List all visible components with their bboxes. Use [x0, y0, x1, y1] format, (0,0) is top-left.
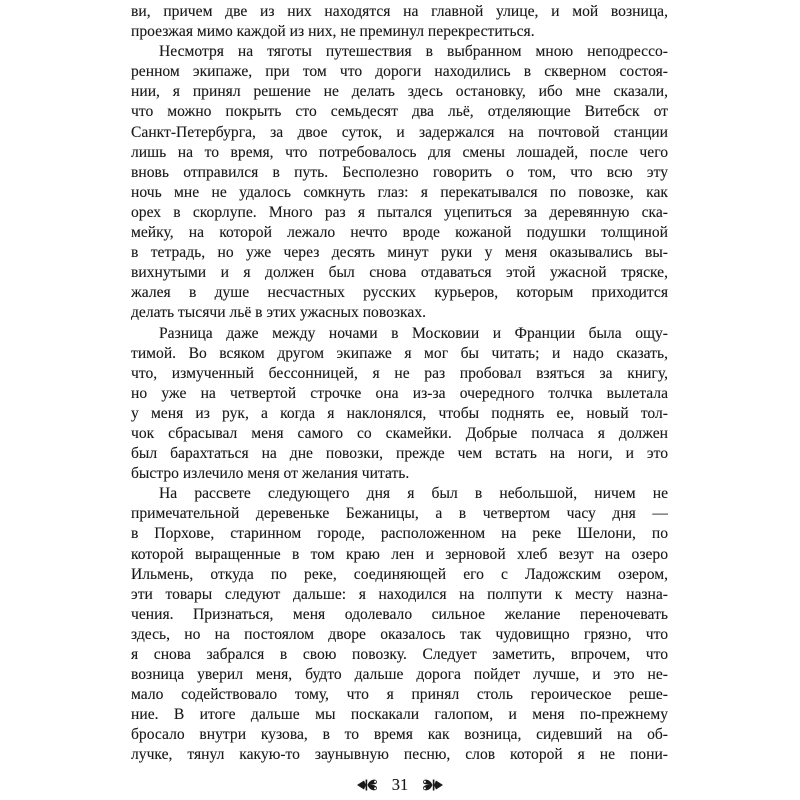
text-line: ночь мне не удалось сомкнуть глаз: я перекатывался по повозке, как [131, 183, 668, 201]
text-line: делать тысячи льё в этих ужасных повозках. [131, 304, 427, 322]
text-line: примечательной деревеньке Бежаницы, а в четвертом часу дня — [131, 505, 668, 523]
text-line: возница уверил меня, будто дальше дорога пойдет лучше, и это не- [131, 666, 668, 684]
text-line: жалея в душе несчастных русских курьеров, которым приходится [131, 284, 668, 302]
fleuron-left-icon [357, 777, 381, 793]
text-line: что, измученный бессонницей, я не раз пробовал взяться за книгу, [131, 364, 668, 382]
text-line: орех в скорлупе. Много раз я пытался уцепиться за деревянную ска- [131, 203, 668, 221]
text-line: Разница даже между ночами в Московии и Франции была ощу- [159, 324, 668, 342]
text-line: Ильмень, откуда по реке, соединяющей его с Ладожским озером, [131, 565, 668, 583]
text-line: у меня из рук, а когда я наклонялся, чтобы поднять ее, новый тол- [131, 404, 668, 422]
text-line: лишь на то время, что потребовалось для смены лошадей, после чего [131, 143, 668, 161]
text-line: в Порхове, старинном городе, расположенном на реке Шелони, по [131, 525, 668, 543]
text-line: ренном экипаже, при том что дороги находились в скверном состоя- [131, 63, 668, 81]
text-line: что можно покрыть сто семьдесят два льё, отделяющие Витебск от [131, 103, 668, 121]
text-line: вихнутыми и я должен был снова отдаваться этой ужасной тряске, [131, 264, 668, 282]
text-line: ние. В итоге дальше мы поскакали галопом, и меня по-прежнему [131, 706, 668, 724]
text-line: эти товары следуют дальше: я находился на полпути к месту назна- [131, 585, 668, 603]
text-line: чения. Признаться, меня одолевало сильное желание переночевать [131, 605, 668, 623]
text-line: но уже на четвертой строчке она из-за очередного толчка вылетала [131, 384, 668, 402]
page-text [131, 2, 668, 766]
text-line: вновь отправился в путь. Бесполезно говорить о том, что всю эту [131, 163, 668, 181]
text-line: тимой. Во всяком другом экипаже я мог бы читать; и надо сказать, [131, 344, 668, 362]
text-line: в тетрадь, но уже через десять минут руки у меня оказывались вы- [131, 244, 668, 262]
text-line: лучке, тянул какую-то заунывную песню, слов которой я не пони- [131, 746, 668, 764]
text-line: Несмотря на тяготы путешествия в выбранном мною неподрессо- [159, 43, 668, 61]
text-line: которой выращенные в том краю лен и зерновой хлеб везут на озеро [131, 545, 668, 563]
page-footer [0, 776, 800, 794]
text-line: был барахтаться на дне повозки, прежде чем встать на ноги, и это [131, 445, 668, 463]
text-line: На рассвете следующего дня я был в небольшой, ничем не [159, 485, 668, 503]
fleuron-right-icon [419, 777, 443, 793]
text-line: мало содействовало тому, что я принял столь героическое реше- [131, 686, 668, 704]
text-line: нии, я принял решение не делать здесь остановку, ибо мне сказали, [131, 83, 668, 101]
text-line: Санкт-Петербурга, за двое суток, и задержался на почтовой станции [131, 123, 668, 141]
text-line: проезжая мимо каждой из них, не преминул перекреститься. [131, 23, 535, 41]
text-line: ви, причем две из них находятся на главной улице, и мой возница, [131, 3, 668, 20]
page-number: 31 [391, 775, 409, 794]
text-line: здесь, но на постоялом дворе оказалось так чудовищно грязно, что [131, 625, 668, 643]
text-line: я снова забрался в свою повозку. Следует заметить, впрочем, что [131, 646, 668, 663]
text-line: чок сбрасывал меня самого со скамейки. Добрые полчаса я должен [131, 424, 668, 442]
text-line: мейку, на которой лежало нечто вроде кожаной подушки толщиной [131, 224, 668, 242]
text-line: бросало внутри кузова, в то время как возница, сидевший на об- [131, 726, 668, 744]
text-line: быстро излечило меня от желания читать. [131, 465, 410, 483]
